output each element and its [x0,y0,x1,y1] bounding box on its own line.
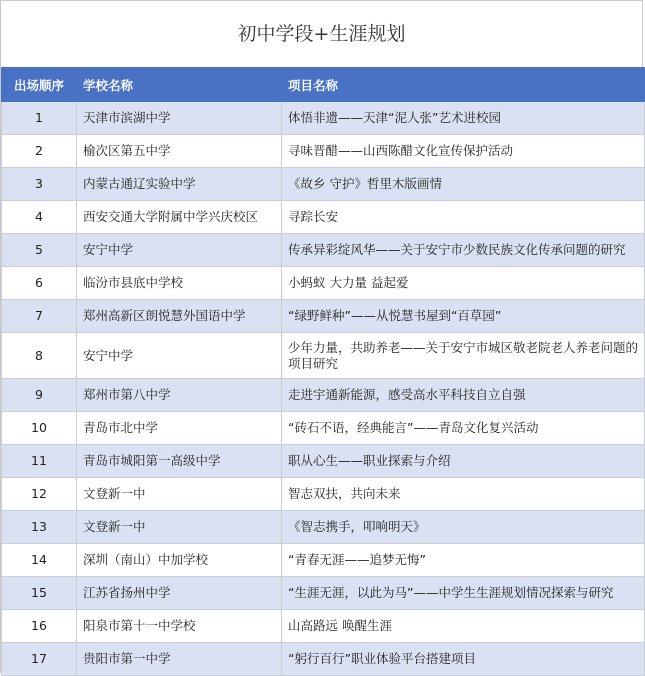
table-row [2,267,645,300]
school-cell: 西安交通大学附属中学兴庆校区 [77,201,282,234]
project-cell: 少年力量，共助养老——关于安宁市城区敬老院老人养老问题的项目研究 [282,333,645,379]
project-cell: “砖石不语，经典能言”——青岛文化复兴活动 [282,412,645,445]
project-cell: “青春无涯——追梦无悔” [282,544,645,577]
table-row [2,610,645,643]
project-cell: 寻味晋醋——山西陈醋文化宣传保护活动 [282,135,645,168]
page-title: 初中学段+生涯规划 [1,0,642,67]
order-cell: 9 [2,379,77,412]
school-cell: 郑州高新区朗悦慧外国语中学 [77,300,282,333]
table-row [2,234,645,267]
school-cell: 贵阳市第一中学 [77,643,282,676]
schedule-table [1,67,645,676]
project-cell: 小蚂蚁 大力量 益起爱 [282,267,645,300]
project-cell: 《智志携手，叩响明天》 [282,511,645,544]
project-cell: 智志双扶，共向未来 [282,478,645,511]
school-cell: 临汾市县底中学校 [77,267,282,300]
order-cell: 5 [2,234,77,267]
table-row [2,300,645,333]
order-cell: 3 [2,168,77,201]
table-row [2,135,645,168]
table-row [2,333,645,379]
project-cell: 体悟非遗——天津“泥人张”艺术进校园 [282,102,645,135]
school-cell: 内蒙古通辽实验中学 [77,168,282,201]
order-cell: 1 [2,102,77,135]
order-cell: 2 [2,135,77,168]
school-cell: 天津市滨湖中学 [77,102,282,135]
order-cell: 17 [2,643,77,676]
project-cell: 山高路远 唤醒生涯 [282,610,645,643]
order-cell: 16 [2,610,77,643]
project-cell: 传承异彩绽风华——关于安宁市少数民族文化传承问题的研究 [282,234,645,267]
school-cell: 文登新一中 [77,478,282,511]
table-row [2,102,645,135]
order-cell: 6 [2,267,77,300]
project-cell: “躬行百行”职业体验平台搭建项目 [282,643,645,676]
school-cell: 榆次区第五中学 [77,135,282,168]
school-cell: 江苏省扬州中学 [77,577,282,610]
school-cell: 郑州市第八中学 [77,379,282,412]
table-row [2,544,645,577]
school-cell: 安宁中学 [77,333,282,379]
school-cell: 文登新一中 [77,511,282,544]
project-cell: “生涯无涯，以此为马”——中学生生涯规划情况探索与研究 [282,577,645,610]
order-cell: 7 [2,300,77,333]
table-row [2,478,645,511]
table-row [2,168,645,201]
school-cell: 深圳（南山）中加学校 [77,544,282,577]
order-cell: 15 [2,577,77,610]
order-cell: 4 [2,201,77,234]
order-cell: 11 [2,445,77,478]
table-row [2,379,645,412]
school-cell: 安宁中学 [77,234,282,267]
table-row [2,577,645,610]
school-cell: 青岛市北中学 [77,412,282,445]
order-cell: 10 [2,412,77,445]
project-cell: “绿野鲜种”——从悦慧书屋到“百草园” [282,300,645,333]
header-row [2,68,645,102]
table-row [2,201,645,234]
project-cell: 《故乡 守护》哲里木版画情 [282,168,645,201]
order-cell: 12 [2,478,77,511]
project-cell: 寻踪长安 [282,201,645,234]
order-cell: 13 [2,511,77,544]
header-order: 出场顺序 [2,68,77,102]
table-row [2,643,645,676]
table-row [2,412,645,445]
school-cell: 阳泉市第十一中学校 [77,610,282,643]
project-cell: 职从心生——职业探索与介绍 [282,445,645,478]
project-cell: 走进宇通新能源，感受高水平科技自立自强 [282,379,645,412]
table-row [2,445,645,478]
order-cell: 14 [2,544,77,577]
order-cell: 8 [2,333,77,379]
header-school: 学校名称 [77,68,282,102]
school-cell: 青岛市城阳第一高级中学 [77,445,282,478]
table-row [2,511,645,544]
header-project: 项目名称 [282,68,645,102]
